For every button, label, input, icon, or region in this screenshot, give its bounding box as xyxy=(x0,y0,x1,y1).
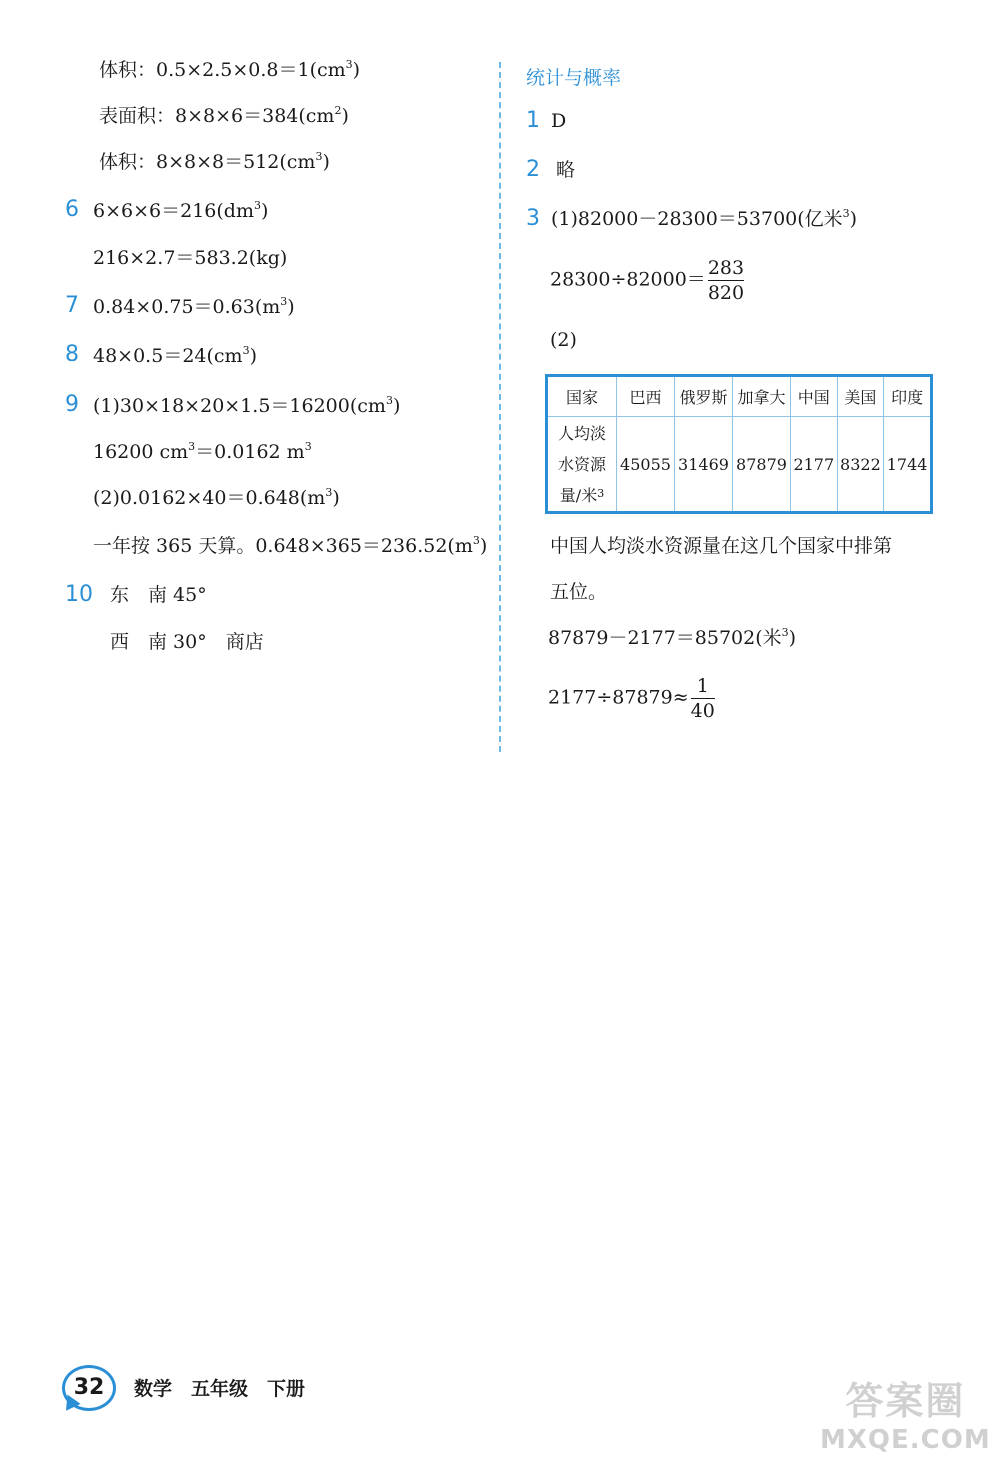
question-number-7: 7 xyxy=(65,293,79,318)
table-header-country: 巴西 xyxy=(617,376,675,417)
q9-line-1: $(1)30\times 18\times 20\times 1.5=16200(cm^3)$ xyxy=(93,394,401,417)
book-title: 数学 五年级 下册 xyxy=(134,1378,306,1400)
section-title: 统计与概率 xyxy=(526,67,622,89)
fraction: $\frac{1}{40}$ xyxy=(690,675,715,722)
q3-conclusion-line-1: 中国人均淡水资源量在这几个国家中排第 xyxy=(550,535,893,557)
question-number-1: 1 xyxy=(526,108,540,133)
table-row-label: 人均淡 水资源 量/米$^3$ xyxy=(547,417,617,513)
question-number-9: 9 xyxy=(65,392,79,417)
table-header-country: 俄罗斯 xyxy=(675,376,733,417)
watermark-logo: 答案圈 MXQE.COM xyxy=(820,1379,991,1455)
question-number-2: 2 xyxy=(526,157,540,182)
page-number: 32 xyxy=(62,1365,116,1411)
q3-ratio-line: 2177÷87879≈ $\frac{1}{40}$ xyxy=(548,675,715,722)
q3-part2-label: (2) xyxy=(550,329,577,351)
q6-line-1: $6\times 6\times 6=216(dm^3)$ xyxy=(93,199,269,222)
q3-conclusion-line-2: 五位。 xyxy=(550,581,608,603)
q10-line-2: 西 南 30° 商店 xyxy=(110,631,264,653)
table-cell: 45055 xyxy=(617,417,675,513)
q9-line-3: $(2)0.0162\times 40=0.648(m^3)$ xyxy=(93,486,340,509)
question-number-3: 3 xyxy=(526,206,540,231)
q8-line: $48\times 0.5=24(cm^3)$ xyxy=(93,344,257,367)
q9-line-2: 16200 $cm^3=0.0162$ $m^3$ xyxy=(93,440,312,463)
q3-line-1: (1)82000－28300＝53700(亿米$^3$) xyxy=(551,207,858,230)
fraction: $\frac{283}{820}$ xyxy=(707,257,745,304)
table-header-country: 美国 xyxy=(837,376,884,417)
volume-line-2: 体积：$8\times 8\times 8=512(cm^3)$ xyxy=(99,150,330,173)
q1-answer: D xyxy=(551,110,567,132)
table-cell: 87879 xyxy=(733,417,791,513)
table-cell: 2177 xyxy=(791,417,838,513)
q2-answer: 略 xyxy=(556,159,576,181)
q9-line-4: 一年按 365 天算。$0.648\times 365=236.52(m^3)$ xyxy=(93,534,488,557)
q3-difference-line: 87879－2177＝85702(米$^3$) xyxy=(548,626,797,649)
volume-line-1: 体积：$0.5\times 2.5\times 0.8=1(cm^3)$ xyxy=(99,58,361,81)
question-number-8: 8 xyxy=(65,342,79,367)
table-cell: 8322 xyxy=(837,417,884,513)
surface-area-line: 表面积：$8\times 8\times 6=384(cm^2)$ xyxy=(99,104,349,127)
table-cell: 31469 xyxy=(675,417,733,513)
q10-line-1: 东 南 45° xyxy=(110,584,207,606)
table-header-country: 中国 xyxy=(791,376,838,417)
water-resource-table xyxy=(545,374,933,514)
table-header-label: 国家 xyxy=(547,376,617,417)
q7-line: $0.84\times 0.75=0.63(m^3)$ xyxy=(93,295,295,318)
q3-fraction-line: 28300÷82000＝ $\frac{283}{820}$ xyxy=(550,257,745,304)
column-divider xyxy=(499,62,501,752)
question-number-10: 10 xyxy=(65,582,93,607)
q6-line-2: 216×2.7＝583.2(kg) xyxy=(93,247,288,269)
table-header-country: 加拿大 xyxy=(733,376,791,417)
question-number-6: 6 xyxy=(65,197,79,222)
table-header-country: 印度 xyxy=(884,376,932,417)
table-cell: 1744 xyxy=(884,417,932,513)
